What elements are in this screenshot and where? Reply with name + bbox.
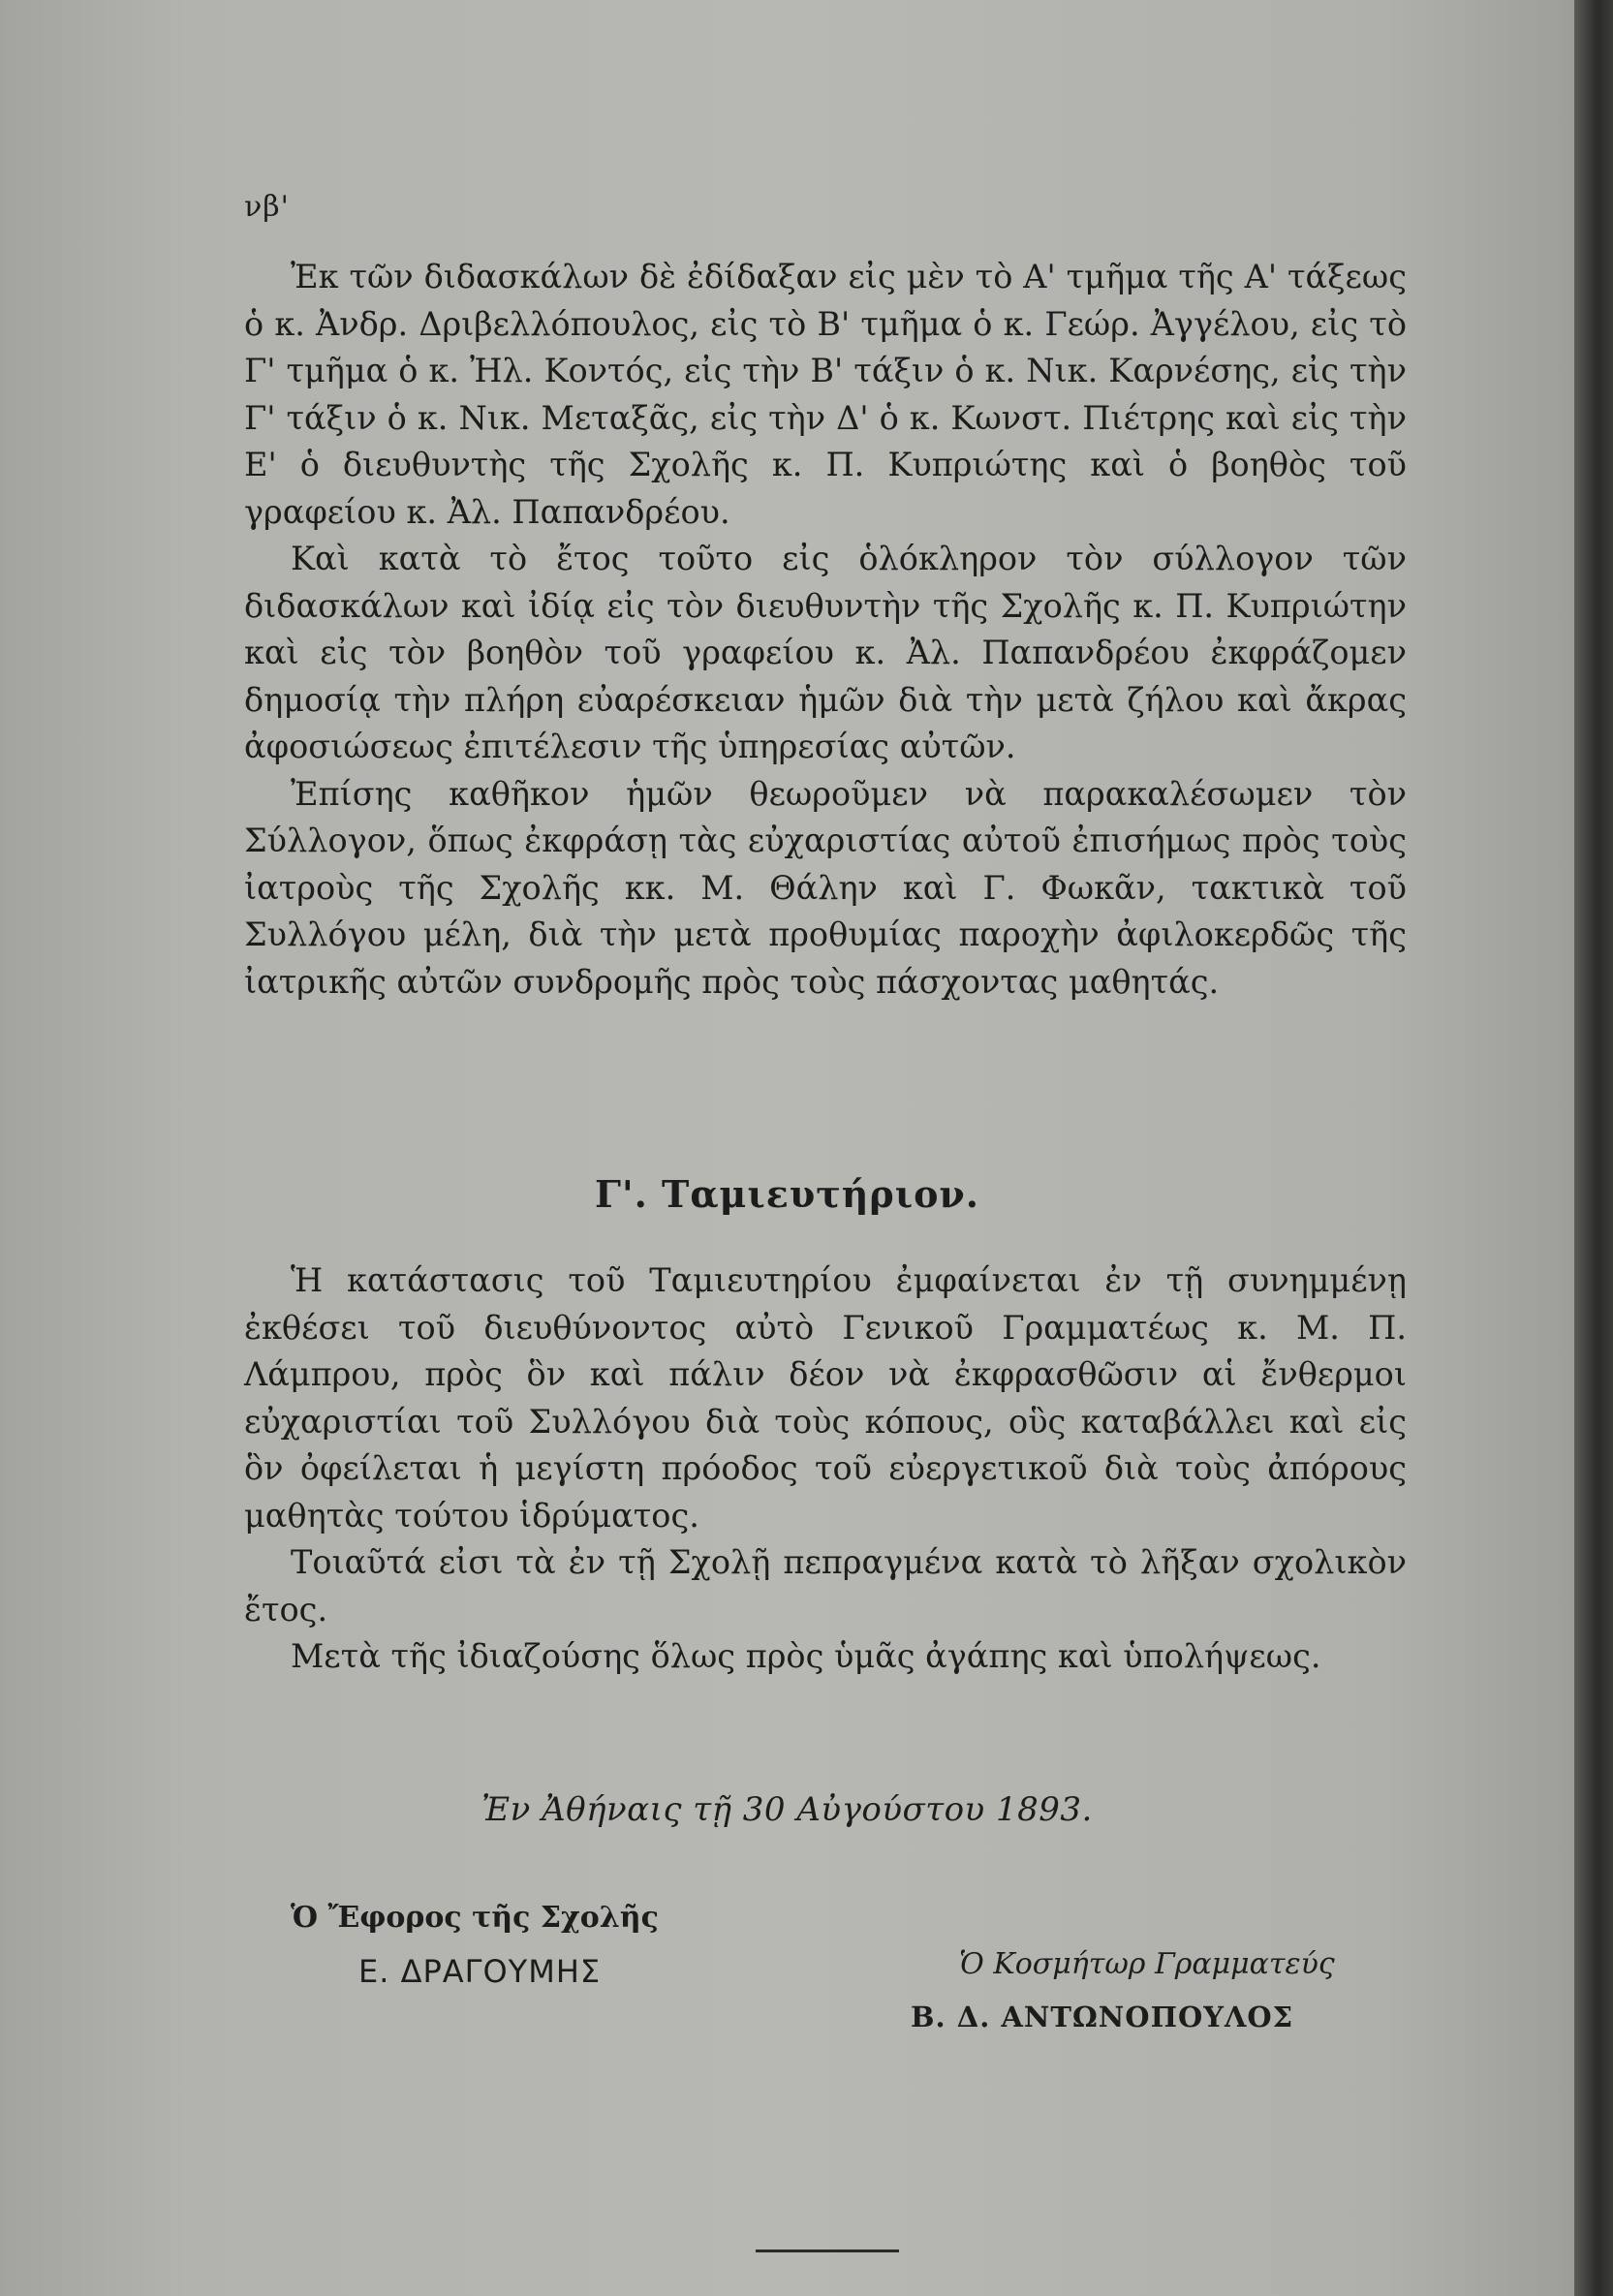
signature-left-name: Ε. ΔΡΑΓΟΥΜΗΣ [358,1953,602,1990]
signature-right-title: Ὁ Κοσμήτωρ Γραμματεύς [959,1947,1335,1981]
end-rule-divider [756,2249,899,2252]
book-spine [1574,0,1613,2296]
paragraph-summary: Τοιαῦτά εἰσι τὰ ἐν τῇ Σχολῇ πεπραγμένα κατὰ τὸ λῆξαν σχολικὸν ἔτος. [244,1543,1407,1629]
body-text-section-1 [244,254,1407,1006]
paragraph-closing: Μετὰ τῆς ἰδιαζούσης ὅλως πρὸς ὑμᾶς ἀγάπης καὶ ὑπολήψεως. [291,1637,1321,1675]
page-number: νβ' [244,190,290,224]
paragraph-teachers: Ἐκ τῶν διδασκάλων δὲ ἐδίδαξαν εἰς μὲν τὸ Α' τμῆμα τῆς Α' τάξεως ὁ κ. Ἀνδρ. Δριβελλόπουλος, εἰς τὸ Β' τμῆμα ὁ κ. Γεώρ. Ἀγγέλου, εἰς τὸ Γ' τμῆμα ὁ κ. Ἠλ. Κοντός, εἰς τὴν Β' τάξιν ὁ κ. Νικ. Καρνέσης, εἰς τὴν Γ' τάξιν ὁ κ. Νικ. Μεταξᾶς, εἰς τὴν Δ' ὁ κ. Κωνστ. Πιέτρης καὶ εἰς τὴν Ε' ὁ διευθυντὴς τῆς Σχολῆς κ. Π. Κυπριώτης καὶ ὁ βοηθὸς τοῦ γραφείου κ. Ἀλ. Παπανδρέου. [244,258,1407,531]
paragraph-praise: Καὶ κατὰ τὸ ἔτος τοῦτο εἰς ὁλόκληρον τὸν σύλλογον τῶν διδασκάλων καὶ ἰδίᾳ εἰς τὸν διευθυντὴν τῆς Σχολῆς κ. Π. Κυπριώτην καὶ εἰς τὸν βοηθὸν τοῦ γραφείου κ. Ἀλ. Παπανδρέου ἐκφράζομεν δημοσίᾳ τὴν πλήρη εὐαρέσκειαν ἡμῶν διὰ τὴν μετὰ ζήλου καὶ ἄκρας ἀφοσιώσεως ἐπιτέλεσιν τῆς ὑπηρεσίας αὐτῶν. [244,540,1407,765]
paragraph-savings-bank: Ἡ κατάστασις τοῦ Ταμιευτηρίου ἐμφαίνεται ἐν τῇ συνημμένῃ ἐκθέσει τοῦ διευθύνοντος αὐτὸ Γενικοῦ Γραμματέως κ. Μ. Π. Λάμπρου, πρὸς ὃν καὶ πάλιν δέον νὰ ἐκφρασθῶσιν αἱ ἔνθερμοι εὐχαριστίαι τοῦ Συλλόγου διὰ τοὺς κόπους, οὓς καταβάλλει καὶ εἰς ὃν ὀφείλεται ἡ μεγίστη πρόοδος τοῦ εὐεργετικοῦ διὰ τοὺς ἀπόρους μαθητὰς τούτου ἱδρύματος. [244,1261,1407,1535]
signature-left-title: Ὁ Ἔφορος τῆς Σχολῆς [291,1901,659,1935]
paragraph-doctors: Ἐπίσης καθῆκον ἡμῶν θεωροῦμεν νὰ παρακαλέσωμεν τὸν Σύλλογον, ὅπως ἐκφράσῃ τὰς εὐχαριστίας αὐτοῦ ἐπισήμως πρὸς τοὺς ἰατροὺς τῆς Σχολῆς κκ. Μ. Θάλην καὶ Γ. Φωκᾶν, τακτικὰ τοῦ Συλλόγου μέλη, διὰ τὴν μετὰ προθυμίας παροχὴν ἀφιλοκερδῶς τῆς ἰατρικῆς αὐτῶν συνδρομῆς πρὸς τοὺς πάσχοντας μαθητάς. [244,774,1407,1001]
section-heading: Γ'. Ταμιευτήριον. [594,1172,980,1216]
body-text-section-2 [244,1257,1407,1681]
signature-right-name: Β. Δ. ΑΝΤΩΝΟΠΟΥΛΟΣ [911,2001,1294,2033]
dateline: Ἐν Ἀθήναις τῇ 30 Αὐγούστου 1893. [481,1790,1093,1829]
